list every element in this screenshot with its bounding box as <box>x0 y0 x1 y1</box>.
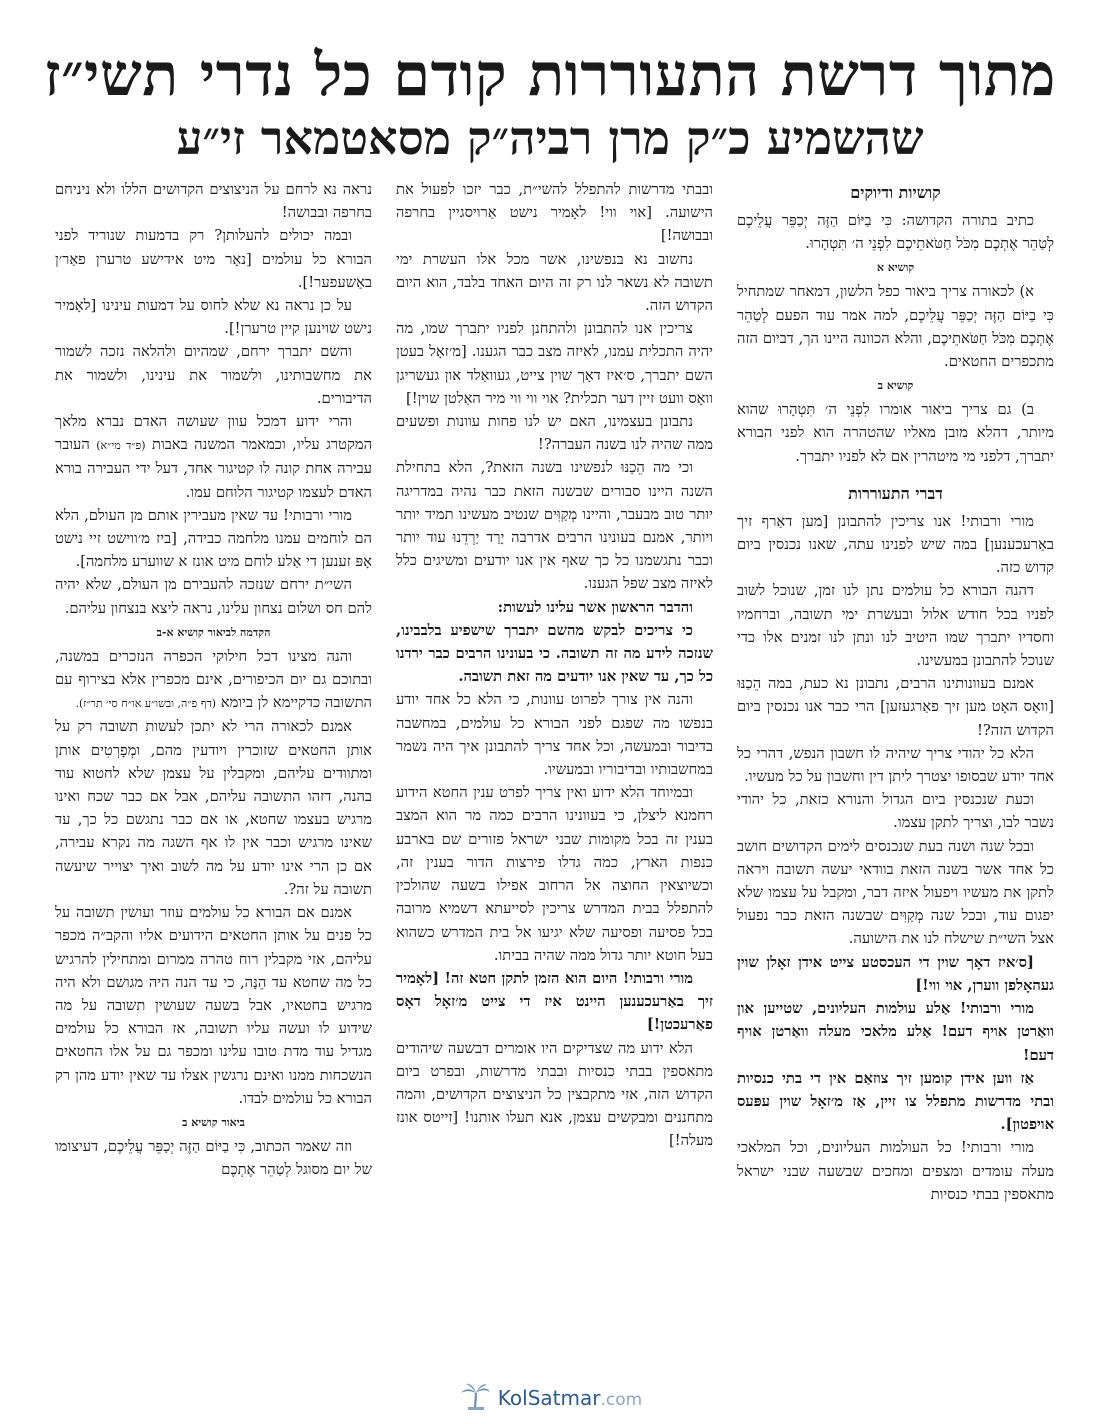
source-note: (פ״ד מי״א) <box>96 439 146 453</box>
column-left <box>55 178 372 1368</box>
paragraph-bold: כי צריכים לבקש מהשם יתברך שישפיע בלבבינו, שנזכה לידע מה זה תשובה. כי בעונינו הרבים כבר ירדנו כל כך, עד שאין אנו יודעים מה זאת תשובה. <box>396 621 713 686</box>
paragraph: אמנם בעוונותינו הרבים, נתבונן נא כעת, במה הֵכַנּוּ [וואָס האָט מען זיך פאַרגעזען] הרי כבר אנו נכנסין ביום הקדוש הזה?! <box>737 675 1054 739</box>
paragraph: אמנם לכאורה הרי לא יתכן לעשות תשובה רק על אותן החטאים שזוכרין ויודעין מהם, ומְפָרְטִים אותן ומתוודים עליהם, ומקבלין על עצמן שלא לחטוא עוד בהנה, דזהו התשובה עליהם, אבל אם כבר שכח ואינו מרגיש בעצמו שחטא, או אם כבר נתגשם כל כך, עד שאינו מרגיש וכבר אין לו אף השגה מה נקרא עבירה, אם כן הרי אינו יודע על מה לשוב ואיך יצוייר שיעשה תשובה על זה?. <box>55 718 372 898</box>
paragraph-bold: [ס׳איז דאָך שוין די העכסטע צייט אידן זאָלן שוין געהאָלפן ווערן, אוי ווי!] <box>737 953 1054 994</box>
column-right <box>737 178 1054 1368</box>
paragraph <box>55 645 372 716</box>
column-middle <box>396 178 713 1368</box>
paragraph-bold: מורי ורבותי! אַלע עולמות העליונים, שטייען און וואַרטן אויף דעם! אַלע מלאכי מעלה וואַרטן אויף דעם! <box>737 1000 1054 1064</box>
paragraph-bold: אַז ווען אידן קומען זיך צוזאַם אין די בתי כנסיות ובתי מדרשות מתפלל צו זיין, אַז מ׳זאָל שוין עפּעס אויפטון]. <box>737 1069 1054 1134</box>
paragraph-bold: והדבר הראשון אשר עלינו לעשות: <box>497 598 693 616</box>
paragraph: על כן נראה נא שלא לחוס על דמעות עינינו [לאָמיר נישט שוינען קיין טרערן!]. <box>55 297 372 338</box>
subheading-explanation-b: ביאור קושיא ב <box>182 1115 245 1129</box>
paragraph: ובכל שנה ושנה בעת שנכנסים לימים הקדושים חושב כל אחד אשר בשנה הזאת בוודאי יעשה תשובה ויראה לתקן את מעשיו ויפעול איזה דבר, ומקבל על עצמו שלא יפגום עוד, ובכל שנה מְקַוִּים שבשנה הזאת כבר נפעול אצל השי״ת שישלח לנו את הישועה. <box>737 837 1054 948</box>
logo-text: KolSatmar <box>497 1386 601 1410</box>
paragraph: ובבתי מדרשות להתפלל להשי״ת, כבר יזכו לפעול את הישועה. [אוי ווי! לאָמיר נישט אַרויסגיין בחרפה ובבושה!] <box>396 181 713 245</box>
paragraph: מורי ורבותי! עד שאין מעבירין אותם מן העולם, הלא הם לוחמים עמנו מלחמה כבידה, [ביז מ׳ווישט זיי נישט אָפּ זענען די אַלע לוחם מיט אונז א שווערע מלחמה]. <box>55 506 372 571</box>
paragraph: ובמיוחד הלא ידוע ואין צריך לפרט ענין החטא הידוע רחמנא ליצלן, כי בעוונינו הרבים כמה מר הוא המצב בענין זה בכל מקומות שבני ישראל פזורים שם בארבע כנפות הארץ, כמה גדלו פירצות הדור בענין זה, וכשיוצאין החוצה אל הרחוב אפילו בשעה שהולכין להתפלל בבית המדרש צריכין לסייעתא דשמיא מרובה בכל פסיעה ופסיעה שלא יגיעו אל בית המדרש כשהוא בעל חוטא יותר גדול ממה שהיה בביתו. <box>396 784 713 964</box>
paragraph-text: והרי ידוע דמכל עוון שעושה האדם נברא מלאך המקטרג עליו, וכמאמר המשנה באבות <box>55 413 372 454</box>
paragraph: הלא ידוע מה שצדיקים היו אומרים דבשעה שיהודים מתאספין בבתי כנסיות ובבתי מדרשות, ובפרט ביום הקדוש הזה, אזי מתקבצין כל הניצוצים הקדושים, והמה מתחננים ומבקשים עצמן, אנא תעלו אותנו! [זייטס אונז מעלה!] <box>396 1039 713 1150</box>
paragraph-text: העובר עבירה אחת קונה לו קטיגור אחד, דעל ידי העבירה בורא האדם לעצמו קטיגור הלוחם עמו. <box>55 436 372 501</box>
paragraph: השי״ת ירחם שנזכה להעבירם מן העולם, שלא יהיה להם חס ושלום נצחון עלינו, נראה ליצא בנצחון עליהם. <box>55 576 372 617</box>
paragraph: והנה אין צורך לפרוט עוונות, כי הלא כל אחד יודע בנפשו מה שפגם לפני הבורא כל עולמים, במחשבה בדיבור ובמעשה, וכל אחד צריך להתבונן איך היה נשמר במחשבותיו ובדיבוריו ובמעשיו. <box>396 691 713 779</box>
paragraph: ב) גם צריך ביאור אומרו לִפְנֵי ה׳ תִּטְהָרוּ שהוא מיותר, דהלא מובן מאליו שהטהרה הוא לפני הבורא יתברך, דלפני מי מיטהרין אם לא לפניו יתברך. <box>737 401 1054 465</box>
paragraph: הלא כל יהודי צריך שיהיה לו חשבון הנפש, דהרי כל אחד יודע שבסופו יצטרך ליתן דין וחשבון על כל מעשיו. <box>737 744 1054 786</box>
paragraph: אמנם אם הבורא כל עולמים עוזר ועושין תשובה על כל פנים על אותן החטאים הידועים אליו והקב״ה מכפר עליהם, אזי מקבלין רוח טהרה ממרום ומתחילין להרגיש כל מה שחטא עד הֵנָּה, כי עד הנה היה מגושם ולא היה מרגיש בחטאיו, אבל בשעה שעושין תשובה על מה שידוע לו ועשה עליו תשובה, אז הבורא כל עולמים מגדיל עוד מדת טובו עלינו ומכפר גם על אלו החטאים הנשכחות ממנו ואינם נרגשין אצלו עד שאין יודע מהן רק הבורא כל עולמים לבדו. <box>55 904 372 1107</box>
subheading-question-b: קושיא ב <box>877 379 914 393</box>
page-subtitle: שהשמיע כ״ק מרן רביה״ק מסאטמאר זי״ע <box>176 111 924 165</box>
paragraph: נראה נא לרחם על הניצוצים הקדושים הללו ולא ניניחם בחרפה ובבושה! <box>55 181 372 222</box>
source-note: (דף פ״ה, ובשו״ע או״ח סי׳ תר״ז). <box>75 697 217 711</box>
site-logo[interactable] <box>458 1381 642 1416</box>
paragraph: א) לכאורה צריך ביאור כפל הלשון, דמאחר שמתחיל כִּי בַיּוֹם הַזֶּה יְכַפֵּר עֲלֵיכֶם, למה אמר עוד הפעם לְטַהֵר אֶתְכֶם מִכֹּל חַטֹּאתֵיכֶם, והלא הכוונה היינו הך, דביום הזה מתכפרים החטאים. <box>737 283 1054 371</box>
paragraph: מורי ורבותי! כל העולמות העליונים, וכל המלאכי מעלה עומדים ומצפים ומחכים שבשעה שבני ישראל מתאספין בבתי כנסיות <box>737 1139 1054 1203</box>
paragraph: נחשוב נא בנפשינו, אשר מכל אלו העשרת ימי תשובה לא נשאר לנו רק זה היום האחד בלבד, הוא היום הקדוש הזה. <box>396 250 713 315</box>
paragraph: ובמה יכולים להעלותן? רק בדמעות שנוריד לפני הבורא כל עולמים [נאָר מיט אידישע טרערן פאַר׳ן באַשעפער!]. <box>55 227 372 291</box>
paragraph: וכי מה הֵכַנּוּ לנפשינו בשנה הזאת?, הלא בתחילת השנה היינו סבורים שבשנה הזאת כבר נהיה במדריגה יותר טוב מבעבר, והיינו מְקַוִּים שנטיב מעשינו תמיד יותר ויותר, אמנם בעונינו הרבים אדרבה יָרַד יַרְדֵנוּ עוד יותר וכבר נתגשמנו כל כך שאף אין אנו יודעים ומשיגים כלל לאיזה מצב שפל הגענו. <box>396 459 713 593</box>
paragraph-text: והנה מצינו דכל חילוקי הכפרה הנזכרים במשנה, ובתוכם גם יום הכיפורים, אינם מכפרין אלא בצירוף עם התשובה כדקיימא לן ביומא <box>55 647 372 712</box>
paragraph: נתבונן בעצמינו, האם יש לנו פחות עוונות ופשעים ממה שהיה לנו בשנה העברה?! <box>396 413 713 454</box>
paragraph: וכעת שנכנסין ביום הגדול והנורא כזאת, כל יהודי נשבר לבו, וצריך לתקן עצמו. <box>737 791 1054 832</box>
paragraph-bold: מורי ורבותי! היום הוא הזמן לתקן חטא זה! [לאָמיר זיך באַרעכענען היינט איז די צייט מ׳זאָל דאָס פאַרעכטן!] <box>396 969 713 1034</box>
article-columns <box>54 178 1054 1368</box>
section-heading-awakening: דברי התעוררות <box>848 483 943 503</box>
subheading-question-a: קושיא א <box>876 261 915 275</box>
palm-tree-icon <box>458 1381 492 1416</box>
paragraph: דהנה הבורא כל עולמים נתן לנו זמן, שנוכל לשוב לפניו בכל חודש אלול ובעשרת ימי תשובה, וברחמיו וחסדיו יתברך שמו היטיב לנו ונתן לנו זמנים אלו כדי שנוכל להתבונן במעשינו. <box>737 582 1054 670</box>
paragraph: צריכין אנו להתבונן ולהתחנן לפניו יתברך שמו, מה יהיה התכלית עמנו, לאיזה מצב כבר הגענו. [מ׳זאָל בעטן השם יתברך, ס׳איז דאָך שוין צייט, געוואַלד און געשריגן וואָס וועט זיין דער תכלית? אוי ווי ווי מיר האַלטן שוין!] <box>396 320 713 407</box>
subheading-intro: הקדמה לביאור קושיא א-ב <box>156 625 271 639</box>
page-title: מתוך דרשת התעוררות קודם כל נדרי תשי״ז <box>44 40 1056 109</box>
paragraph: מורי ורבותי! אנו צריכין להתבונן [מען דאַרף זיך באַרעכענען] במה שיש לפנינו עתה, שאנו נכנסין ביום קדוש כזה. <box>737 512 1054 577</box>
logo-domain: .com <box>600 1390 643 1410</box>
paragraph: והשם יתברך ירחם, שמהיום ולהלאה נזכה לשמור את מחשבותינו, ולשמור את עינינו, ולשמור את הדיבורים. <box>55 343 372 407</box>
paragraph: כתיב בתורה הקדושה: כִּי בַיּוֹם הַזֶּה יְכַפֵּר עֲלֵיכֶם לְטַהֵר אֶתְכֶם מִכֹּל חַטֹּאתֵיכֶם לִפְנֵי ה׳ תִּטְהָרוּ. <box>737 212 1054 253</box>
footer <box>0 1378 1100 1418</box>
section-heading-questions: קושיות ודיוקים <box>850 183 941 202</box>
paragraph: וזה שאמר הכתוב, כִּי בַיּוֹם הַזֶּה יְכַפֵּר עֲלֵיכֶם, דעיצומו של יום מסוגל לְטַהֵר אֶתְכֶם <box>55 1137 372 1179</box>
paragraph <box>55 410 372 504</box>
